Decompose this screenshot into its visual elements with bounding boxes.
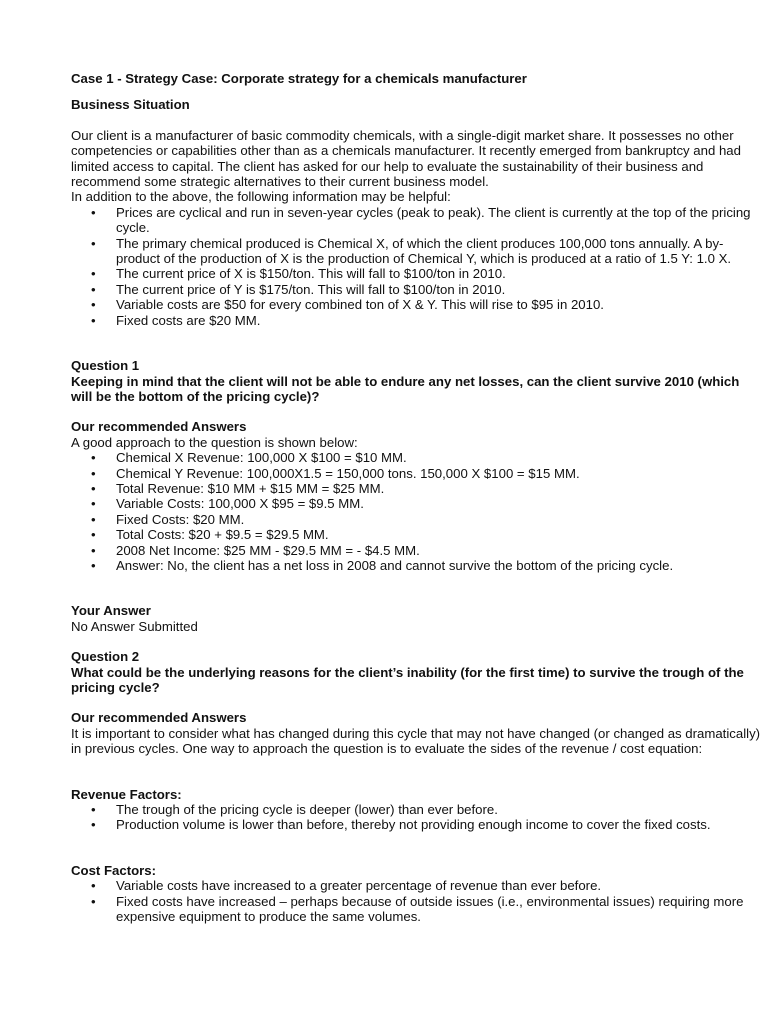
question2-answers-text: It is important to consider what has changed during this cycle that may not have changed (or changed as dramatically) in previous cycles. One way to approach the question is to evaluate the sides of the revenue / cost equation: [71,725,761,757]
question1-text: Keeping in mind that the client will not be able to endure any net losses, can the client survive 2010 (which will be the bottom of the pricing cycle)? [71,373,740,404]
list-item: • The current price of Y is $175/ton. This will fall to $100/ton in 2010. [71,282,761,297]
list-item: • Chemical X Revenue: 100,000 X $100 = $10 MM. [71,450,761,465]
your-answer-text: No Answer Submitted [71,618,198,634]
list-item: • Chemical Y Revenue: 100,000X1.5 = 150,000 tons. 150,000 X $100 = $15 MM. [71,466,761,481]
business-situation-list [71,205,761,328]
list-item: • Total Costs: $20 + $9.5 = $29.5 MM. [71,527,761,542]
business-situation-heading: Business Situation [71,97,190,113]
list-item: • The current price of X is $150/ton. This will fall to $100/ton in 2010. [71,266,761,281]
question1-label: Question 1 [71,358,140,374]
revenue-factors-list [71,802,761,833]
business-situation-paragraph: Our client is a manufacturer of basic commodity chemicals, with a single-digit market share. It possesses no other competencies or capabilities other than as a chemicals manufacturer. It recently emerged from bankruptcy and had limited access to capital. The client has asked for our help to evaluate the sustainability of their business and recommend some strategic alternatives to their current business model. [71,127,741,190]
document-title: Case 1 - Strategy Case: Corporate strategy for a chemicals manufacturer [71,71,527,86]
document-body [71,71,761,924]
your-answer-heading: Your Answer [71,603,151,619]
question1-answers-heading: Our recommended Answers [71,419,247,435]
list-item: • Prices are cyclical and run in seven-year cycles (peak to peak). The client is currently at the top of the pricing cycle. [71,205,761,236]
question2-text: What could be the underlying reasons for the client’s inability (for the first time) to survive the trough of the pricing cycle? [71,664,744,695]
question2-label: Question 2 [71,649,140,665]
list-item: • Variable costs have increased to a greater percentage of revenue than ever before. [71,878,761,893]
list-item: • Fixed costs have increased – perhaps because of outside issues (i.e., environmental issues) requiring more expensive equipment to produce the same volumes. [71,894,761,925]
list-item: • Fixed costs are $20 MM. [71,313,761,328]
list-item: • Variable Costs: 100,000 X $95 = $9.5 MM. [71,496,761,511]
list-item: • Total Revenue: $10 MM + $15 MM = $25 MM. [71,481,761,496]
question1-answers-list [71,450,761,573]
cost-factors-heading: Cost Factors: [71,862,156,878]
question1-answers-intro: A good approach to the question is shown below: [71,434,358,450]
cost-factors-list [71,878,761,924]
list-item: • Fixed Costs: $20 MM. [71,512,761,527]
list-item: • Variable costs are $50 for every combined ton of X & Y. This will rise to $95 in 2010. [71,297,761,312]
list-item: • The primary chemical produced is Chemical X, of which the client produces 100,000 tons annually. A by-product of the production of X is the production of Chemical Y, which is produced at a ratio of 1.5 Y: 1.0 X. [71,236,761,267]
list-item: • Production volume is lower than before, thereby not providing enough income to cover the fixed costs. [71,817,761,832]
revenue-factors-heading: Revenue Factors: [71,786,182,802]
list-item: • Answer: No, the client has a net loss in 2008 and cannot survive the bottom of the pricing cycle. [71,558,761,573]
business-situation-intro: In addition to the above, the following information may be helpful: [71,189,451,205]
list-item: • The trough of the pricing cycle is deeper (lower) than ever before. [71,802,761,817]
question2-answers-heading: Our recommended Answers [71,710,247,726]
list-item: • 2008 Net Income: $25 MM - $29.5 MM = - $4.5 MM. [71,543,761,558]
